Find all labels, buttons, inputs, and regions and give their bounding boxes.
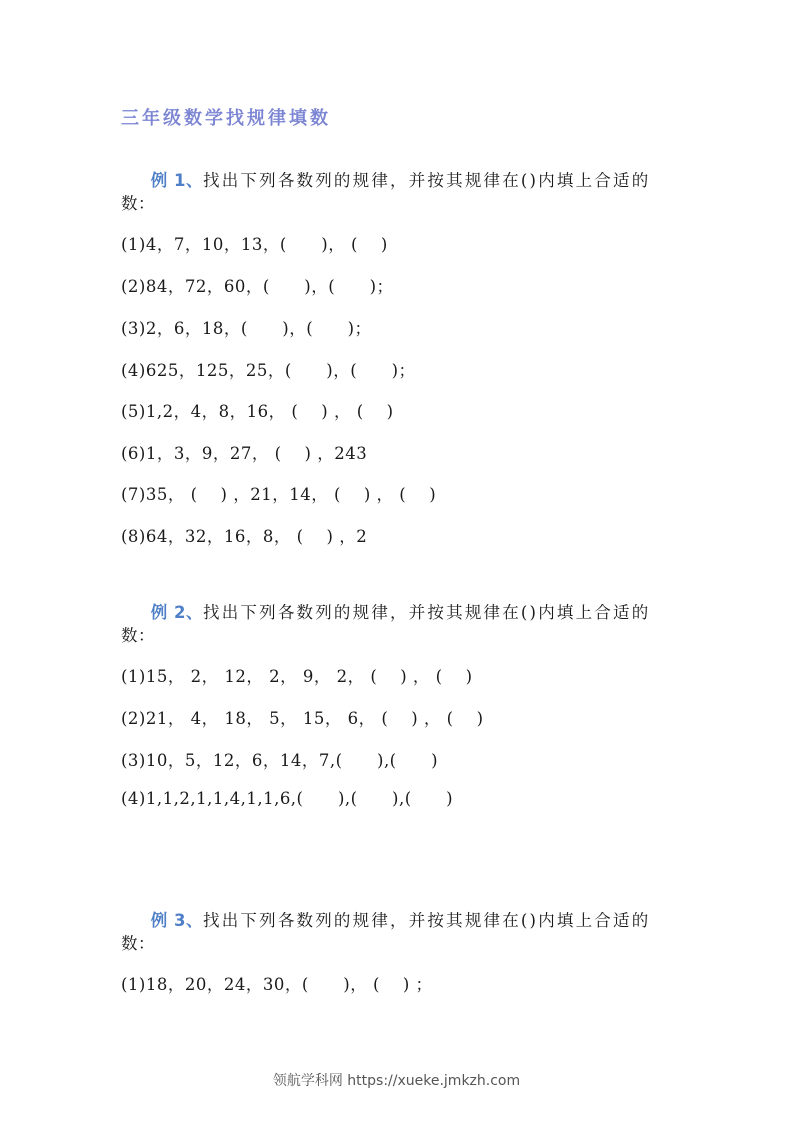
example-1-item-1: (1)4，7，10，13，( )， ( ) bbox=[121, 235, 388, 254]
example-1-item-2: (2)84，72，60，( )，( )； bbox=[121, 277, 394, 296]
example-1-item-3: (3)2，6，18，( )，( )； bbox=[121, 319, 372, 338]
example-2-heading bbox=[121, 580, 650, 642]
example-2-item-4: (4)1,1,2,1,1,4,1,1,6,( ),( ),( ) bbox=[121, 789, 454, 808]
example-2-item-2: (2)21， 4， 18， 5， 15， 6， ( ) ， ( ) bbox=[121, 709, 484, 728]
example-1-item-4: (4)625，125，25，( )，( )； bbox=[121, 361, 416, 380]
example-1-item-7: (7)35， ( ) ，21，14， ( ) ， ( ) bbox=[121, 485, 437, 504]
example-1-item-8: (8)64，32，16，8， ( ) ，2 bbox=[121, 527, 368, 546]
example-1-label: 例 1、 bbox=[150, 171, 204, 190]
example-2-item-3: (3)10，5，12，6，14，7,( ),( ) bbox=[121, 751, 439, 770]
page-footer: 领航学科网 https://xueke.jmkzh.com bbox=[272, 1073, 521, 1089]
example-3-instruction-cont: 数： bbox=[121, 934, 155, 953]
example-1-instruction-cont: 数： bbox=[121, 194, 155, 213]
example-3-label: 例 3、 bbox=[150, 911, 204, 930]
example-3-item-1: (1)18，20，24，30，( )， ( ) ； bbox=[121, 975, 433, 994]
example-1-item-6: (6)1，3，9，27， ( ) ，243 bbox=[121, 444, 368, 463]
example-1-item-5: (5)1,2，4，8，16， ( ) ， ( ) bbox=[121, 402, 394, 421]
example-3-instruction: 找出下列各数列的规律，并按其规律在()内填上合适的 bbox=[203, 911, 651, 930]
example-3-heading bbox=[121, 888, 650, 950]
example-2-item-1: (1)15， 2， 12， 2， 9， 2， ( ) ， ( ) bbox=[121, 667, 473, 686]
example-1-instruction: 找出下列各数列的规律，并按其规律在()内填上合适的 bbox=[203, 171, 651, 190]
example-2-label: 例 2、 bbox=[150, 603, 204, 622]
document-title: 三年级数学找规律填数 bbox=[121, 108, 331, 129]
example-2-instruction-cont: 数： bbox=[121, 626, 155, 645]
example-1-heading bbox=[121, 148, 650, 210]
example-2-instruction: 找出下列各数列的规律，并按其规律在()内填上合适的 bbox=[203, 603, 651, 622]
